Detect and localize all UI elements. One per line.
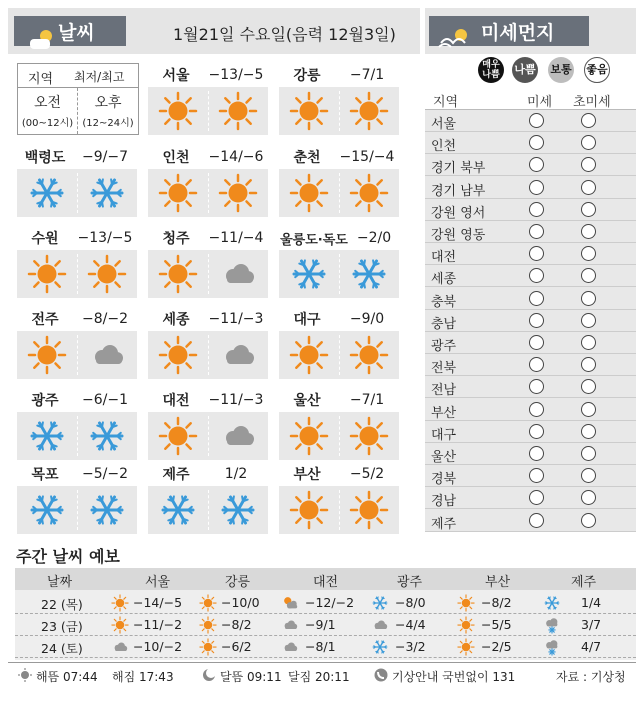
- weekly-temp: −6/2: [221, 639, 252, 654]
- city-temp: −11/−3: [204, 388, 268, 412]
- sun-icon: [158, 416, 198, 456]
- city-temp: −14/−6: [204, 145, 268, 169]
- sun-icon: [349, 91, 389, 131]
- pm10-indicator: [529, 424, 544, 439]
- sun-icon: [111, 594, 129, 612]
- card-divider: [339, 254, 340, 294]
- city-temp: −6/−1: [73, 388, 137, 412]
- city-name: 광주: [17, 388, 73, 412]
- dust-region: 충북: [431, 294, 457, 310]
- city-name: 전주: [17, 307, 73, 331]
- pm25-indicator: [581, 513, 596, 528]
- moonrise-time: 달뜸 09:11: [220, 670, 282, 684]
- dust-region: 경기 남부: [431, 183, 486, 199]
- dust-row: [425, 354, 636, 376]
- snow-icon: [371, 594, 389, 612]
- weekly-head-daejeon: 대전: [313, 575, 339, 590]
- weekly-temp: −12/−2: [305, 595, 355, 610]
- city-temp: −11/−4: [204, 226, 268, 250]
- snow-icon: [218, 490, 258, 530]
- pm25-indicator: [581, 113, 596, 128]
- city-name: 백령도: [17, 145, 73, 169]
- dust-region: 대구: [431, 427, 457, 443]
- pm10-indicator: [529, 357, 544, 372]
- city-card: [279, 63, 399, 135]
- dust-row: [425, 376, 636, 398]
- pm25-indicator: [581, 490, 596, 505]
- pm25-indicator: [581, 313, 596, 328]
- city-name: 춘천: [279, 145, 335, 169]
- snow-icon: [27, 416, 67, 456]
- cloud-icon: [218, 416, 258, 456]
- city-name: 대전: [148, 388, 204, 412]
- pm10-indicator: [529, 224, 544, 239]
- dust-header: [425, 8, 636, 54]
- legend-region: 지역: [28, 72, 54, 87]
- weekly-date: 23 (금): [41, 619, 83, 634]
- city-name: 세종: [148, 307, 204, 331]
- pm25-indicator: [581, 135, 596, 150]
- dust-row: [425, 310, 636, 332]
- weekly-head-seoul: 서울: [145, 575, 171, 590]
- snow-icon: [349, 254, 389, 294]
- city-name: 울릉도·독도: [279, 226, 349, 250]
- pm25-indicator: [581, 468, 596, 483]
- city-name: 강릉: [279, 63, 335, 87]
- city-name: 목포: [17, 462, 73, 486]
- dust-region: 부산: [431, 405, 457, 421]
- city-name: 인천: [148, 145, 204, 169]
- weekly-temp: 1/4: [581, 595, 602, 610]
- dust-region: 울산: [431, 450, 457, 465]
- city-card: [148, 388, 268, 460]
- dust-region: 강원 영서: [431, 205, 486, 221]
- pm10-indicator: [529, 468, 544, 483]
- weekly-temp: −8/2: [481, 595, 512, 610]
- city-temp: −7/1: [335, 388, 399, 412]
- pm25-indicator: [581, 180, 596, 195]
- card-divider: [339, 335, 340, 375]
- dust-level-bad: 나쁨: [512, 57, 538, 83]
- snow-icon: [27, 490, 67, 530]
- snow-icon: [87, 416, 127, 456]
- city-temp: 1/2: [204, 462, 268, 486]
- sun-icon: [158, 173, 198, 213]
- dust-row: [425, 510, 636, 532]
- weekly-row: [15, 636, 636, 658]
- city-card: [148, 462, 268, 534]
- weekly-temp: −10/0: [221, 595, 260, 610]
- pm10-indicator: [529, 490, 544, 505]
- pm10-indicator: [529, 446, 544, 461]
- weekly-temp: 4/7: [581, 639, 602, 654]
- city-temp: −15/−4: [335, 145, 399, 169]
- weekly-title: 주간 날씨 예보: [16, 547, 120, 566]
- dust-row: [425, 487, 636, 509]
- dust-head-pm10: 미세: [527, 95, 553, 110]
- dust-region: 경기 북부: [431, 161, 486, 177]
- city-name: 수원: [17, 226, 73, 250]
- card-divider: [208, 490, 209, 530]
- pm10-indicator: [529, 180, 544, 195]
- sun-icon: [111, 616, 129, 634]
- city-temp: −8/−2: [73, 307, 137, 331]
- dust-row: [425, 465, 636, 487]
- pm10-indicator: [529, 379, 544, 394]
- sun-icon: [289, 490, 329, 530]
- city-card: [279, 307, 399, 379]
- pm25-indicator: [581, 202, 596, 217]
- cloud-icon: [281, 616, 299, 634]
- dust-head-region: 지역: [433, 95, 459, 110]
- weekly-temp: −3/2: [395, 639, 426, 654]
- suncloud-icon: [281, 594, 299, 612]
- dust-region: 제주: [431, 516, 457, 532]
- snow-icon: [87, 490, 127, 530]
- moonset-time: 달짐 20:11: [288, 670, 350, 684]
- card-divider: [208, 416, 209, 456]
- sun-icon: [349, 335, 389, 375]
- sun-icon: [199, 616, 217, 634]
- city-temp: −13/−5: [204, 63, 268, 87]
- weekly-table: [15, 568, 636, 660]
- city-name: 울산: [279, 388, 335, 412]
- sun-icon: [457, 638, 475, 656]
- cloud-icon: [111, 638, 129, 656]
- card-divider: [77, 490, 78, 530]
- card-divider: [77, 416, 78, 456]
- dust-region: 경남: [431, 494, 457, 510]
- city-card: [17, 226, 137, 298]
- city-card: [279, 145, 399, 217]
- city-card: [148, 145, 268, 217]
- sun-icon: [27, 254, 67, 294]
- city-card: [148, 307, 268, 379]
- card-divider: [77, 335, 78, 375]
- phone-icon: [374, 668, 388, 682]
- cloud-icon: [87, 335, 127, 375]
- city-temp: −7/1: [335, 63, 399, 87]
- sun-icon: [27, 335, 67, 375]
- sun-icon: [218, 173, 258, 213]
- pm25-indicator: [581, 446, 596, 461]
- legend-am-label: 오전: [33, 95, 62, 111]
- dust-row: [425, 265, 636, 287]
- dust-table: [425, 86, 636, 532]
- city-card: [17, 145, 137, 217]
- card-divider: [208, 173, 209, 213]
- legend-minmax: 최저/최고: [74, 70, 125, 84]
- pm10-indicator: [529, 268, 544, 283]
- weekly-head-jeju: 제주: [571, 575, 597, 590]
- dust-row: [425, 443, 636, 465]
- footer-divider: [8, 662, 636, 663]
- snow-icon: [543, 594, 561, 612]
- weekly-temp: −11/−2: [133, 617, 183, 632]
- weekly-row: [15, 614, 636, 636]
- dust-region: 강원 영동: [431, 228, 486, 243]
- city-card: [279, 388, 399, 460]
- sun-icon: [349, 173, 389, 213]
- weekly-temp: 3/7: [581, 617, 602, 632]
- card-divider: [208, 254, 209, 294]
- pm25-indicator: [581, 246, 596, 261]
- dust-row: [425, 110, 636, 132]
- dust-row: [425, 199, 636, 221]
- dust-level-normal: 보통: [548, 57, 574, 83]
- city-temp: −5/2: [335, 462, 399, 486]
- pm10-indicator: [529, 202, 544, 217]
- pm10-indicator: [529, 157, 544, 172]
- city-name: 부산: [279, 462, 335, 486]
- card-divider: [339, 416, 340, 456]
- weekly-temp: −8/0: [395, 595, 426, 610]
- cloud-icon: [218, 254, 258, 294]
- weather-title: 날씨: [58, 21, 95, 44]
- sun-icon: [289, 416, 329, 456]
- weekly-date: 22 (목): [41, 597, 83, 612]
- card-divider: [77, 254, 78, 294]
- pm25-indicator: [581, 224, 596, 239]
- sun-icon: [158, 335, 198, 375]
- city-name: 청주: [148, 226, 204, 250]
- city-card: [17, 388, 137, 460]
- dust-row: [425, 243, 636, 265]
- city-temp: −5/−2: [73, 462, 137, 486]
- sun-icon: [457, 616, 475, 634]
- city-card: [17, 307, 137, 379]
- dust-row: [425, 132, 636, 154]
- weather-tag: [14, 16, 126, 46]
- card-divider: [208, 335, 209, 375]
- weekly-head-gangneung: 강릉: [225, 575, 251, 590]
- dust-head-pm25: 초미세: [573, 95, 611, 110]
- dust-region: 세종: [431, 272, 457, 288]
- moon-icon: [202, 668, 216, 682]
- dust-row: [425, 399, 636, 421]
- sun-icon: [289, 91, 329, 131]
- city-name: 제주: [148, 462, 204, 486]
- city-card: [148, 63, 268, 135]
- dust-region: 전북: [431, 361, 457, 377]
- pm10-indicator: [529, 113, 544, 128]
- city-temp: −2/0: [349, 226, 399, 250]
- sun-icon: [289, 173, 329, 213]
- sun-icon: [457, 594, 475, 612]
- dust-region: 전남: [431, 383, 457, 399]
- sun-icon: [199, 594, 217, 612]
- pm25-indicator: [581, 335, 596, 350]
- pm25-indicator: [581, 424, 596, 439]
- sunrise-time: 해뜸 07:44: [36, 670, 98, 684]
- pm25-indicator: [581, 157, 596, 172]
- pm25-indicator: [581, 379, 596, 394]
- dust-table-head: [425, 86, 636, 110]
- weekly-row: [15, 592, 636, 614]
- pm10-indicator: [529, 291, 544, 306]
- dust-title: 미세먼지: [481, 21, 555, 44]
- snow-icon: [27, 173, 67, 213]
- card-divider: [339, 490, 340, 530]
- cloud-icon: [218, 335, 258, 375]
- snow-icon: [289, 254, 329, 294]
- weekly-temp: −5/5: [481, 617, 512, 632]
- card-divider: [77, 173, 78, 213]
- city-temp: −9/−7: [73, 145, 137, 169]
- dust-level-good: 좋음: [584, 57, 610, 83]
- weather-header: [8, 8, 420, 54]
- sun-icon: [349, 490, 389, 530]
- city-temp: −11/−3: [204, 307, 268, 331]
- card-divider: [339, 91, 340, 131]
- dust-region: 인천: [431, 139, 457, 155]
- cloudsnow-icon: [543, 638, 561, 656]
- weekly-temp: −14/−5: [133, 595, 183, 610]
- card-divider: [339, 173, 340, 213]
- city-card: [279, 462, 399, 534]
- pm10-indicator: [529, 402, 544, 417]
- legend-pm-sub: (12~24시): [82, 118, 134, 129]
- sun-icon: [199, 638, 217, 656]
- sun-icon: [158, 254, 198, 294]
- dust-region: 대전: [431, 250, 457, 266]
- dust-region: 충남: [431, 316, 457, 332]
- city-card: [279, 226, 399, 298]
- snow-icon: [158, 490, 198, 530]
- pm10-indicator: [529, 135, 544, 150]
- legend-pm: [78, 88, 138, 134]
- legend-pm-label: 오후: [94, 95, 122, 111]
- dust-row: [425, 177, 636, 199]
- pm10-indicator: [529, 246, 544, 261]
- cloud-icon: [371, 616, 389, 634]
- dust-row: [425, 421, 636, 443]
- dust-tag: [429, 16, 589, 46]
- phone-info: 기상안내 국번없이 131: [392, 670, 516, 684]
- sun-icon: [349, 416, 389, 456]
- city-temp: −13/−5: [73, 226, 137, 250]
- pm25-indicator: [581, 268, 596, 283]
- source-label: 자료 : 기상청: [556, 670, 626, 684]
- snow-icon: [87, 173, 127, 213]
- sun-icon: [158, 91, 198, 131]
- city-name: 서울: [148, 63, 204, 87]
- weekly-temp: −8/1: [305, 639, 336, 654]
- dust-row: [425, 154, 636, 176]
- weekly-temp: −4/4: [395, 617, 426, 632]
- weekly-head-busan: 부산: [485, 575, 511, 590]
- weekly-temp: −2/5: [481, 639, 512, 654]
- cloud-icon: [281, 638, 299, 656]
- weekly-temp: −8/2: [221, 617, 252, 632]
- date-label: 1월21일 수요일(음력 12월3일): [173, 25, 396, 44]
- weekly-temp: −10/−2: [133, 639, 183, 654]
- sun-icon: [218, 91, 258, 131]
- dust-region: 경북: [431, 472, 457, 488]
- pm10-indicator: [529, 313, 544, 328]
- dust-cloud-icon: [437, 27, 473, 49]
- legend-am-sub: (00~12시): [21, 118, 74, 129]
- dust-region: 광주: [431, 339, 457, 354]
- city-card: [17, 462, 137, 534]
- snow-icon: [371, 638, 389, 656]
- pm10-indicator: [529, 513, 544, 528]
- card-divider: [208, 91, 209, 131]
- pm25-indicator: [581, 291, 596, 306]
- legend-am: [18, 88, 78, 134]
- weekly-head-gwangju: 광주: [397, 575, 423, 590]
- dust-region: 서울: [431, 117, 457, 132]
- weekly-temp: −9/1: [305, 617, 336, 632]
- sun-icon: [87, 254, 127, 294]
- city-temp: −9/0: [335, 307, 399, 331]
- dust-row: [425, 288, 636, 310]
- weekly-head-date: 날짜: [47, 575, 73, 590]
- pm25-indicator: [581, 357, 596, 372]
- dust-row: [425, 221, 636, 243]
- sun-cloud-icon: [28, 27, 56, 51]
- legend-card: [17, 63, 139, 135]
- pm10-indicator: [529, 335, 544, 350]
- city-name: 대구: [279, 307, 335, 331]
- dust-level-very-bad: 매우나쁨: [478, 57, 504, 83]
- sunrise-icon: [18, 668, 32, 682]
- sun-icon: [289, 335, 329, 375]
- weekly-head: [15, 568, 636, 590]
- pm25-indicator: [581, 402, 596, 417]
- dust-row: [425, 332, 636, 354]
- cloudsnow-icon: [543, 616, 561, 634]
- city-card: [148, 226, 268, 298]
- weekly-date: 24 (토): [41, 641, 83, 656]
- sunset-time: 해짐 17:43: [112, 670, 174, 684]
